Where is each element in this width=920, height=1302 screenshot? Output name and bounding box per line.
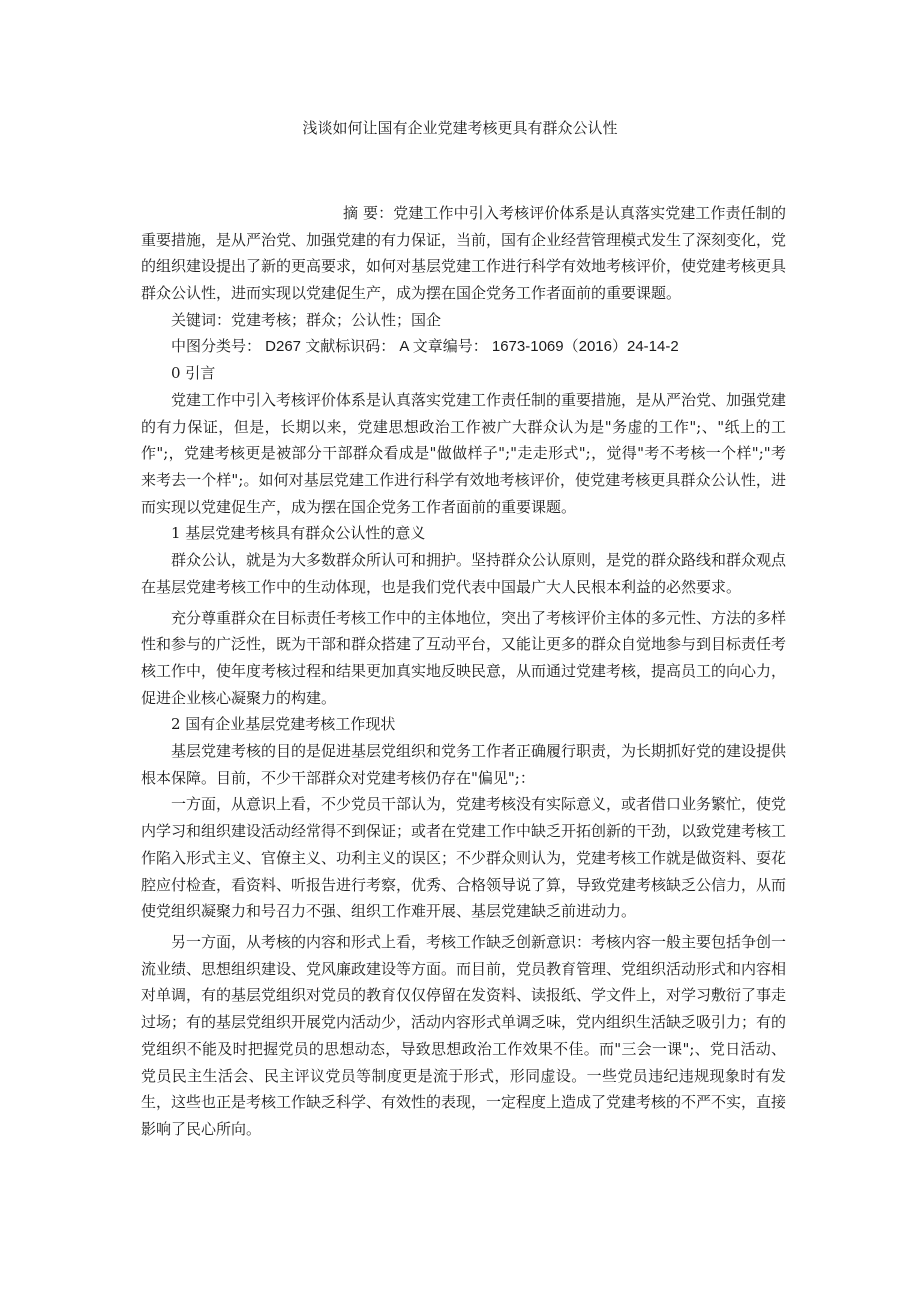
section-0-paragraph-1: 党建工作中引入考核评价体系是认真落实党建工作责任制的重要措施，是从严治党、加强党建的有力保证，但是，长期以来，党建思想政治工作被广大群众认为是"务虚的工作";、"纸上的工作";，党建考核更是被部分干部群众看成是"做做样子";"走走形式";，觉得"考不考核一个样";"考来考去一个样";。如何对基层党建工作进行科学有效地考核评价，使党建考核更具群众公认性，进而实现以党建促生产，成为摆在国企党务工作者面前的重要课题。 (141, 390, 787, 516)
abstract-paragraph: 摘 要：党建工作中引入考核评价体系是认真落实党建工作责任制的重要措施，是从严治党、加强党建的有力保证，当前，国有企业经营管理模式发生了深刻变化，党的组织建设提出了新的更高要求，如何对基层党建工作进行科学有效地考核评价，使党建考核更具群众公认性，进而实现以党建促生产，成为摆在国企党务工作者面前的重要课题。 (141, 204, 787, 303)
document-title: 浅谈如何让国有企业党建考核更具有群众公认性 (302, 119, 618, 137)
classification-line: 中图分类号： D267 文献标识码： A 文章编号： 1673-1069（2016）24-14-2 (171, 337, 679, 355)
section-2-heading: 2 国有企业基层党建考核工作现状 (171, 715, 396, 734)
keywords-line: 关键词：党建考核；群众；公认性；国企 (171, 310, 442, 329)
section-0-heading: 0 引言 (171, 364, 216, 383)
section-1-heading: 1 基层党建考核具有群众公认性的意义 (171, 524, 426, 543)
section-1-paragraph-2: 充分尊重群众在目标责任考核工作中的主体地位，突出了考核评价主体的多元性、方法的多样性和参与的广泛性，既为干部和群众搭建了互动平台，又能让更多的群众自觉地参与到目标责任考核工作中，使年度考核过程和结果更加真实地反映民意，从而通过党建考核，提高员工的向心力，促进企业核心凝聚力的构建。 (141, 608, 787, 707)
section-1-paragraph-1: 群众公认，就是为大多数群众所认可和拥护。坚持群众公认原则，是党的群众路线和群众观点在基层党建考核工作中的生动体现，也是我们党代表中国最广大人民根本利益的必然要求。 (141, 551, 787, 596)
section-2-paragraph-3: 另一方面，从考核的内容和形式上看，考核工作缺乏创新意识：考核内容一般主要包括争创一流业绩、思想组织建设、党风廉政建设等方面。而目前，党员教育管理、党组织活动形式和内容相对单调，有的基层党组织对党员的教育仅仅停留在发资料、读报纸、学文件上，对学习敷衍了事走过场；有的基层党组织开展党内活动少，活动内容形式单调乏味，党内组织生活缺乏吸引力；有的党组织不能及时把握党员的思想动态，导致思想政治工作效果不佳。而"三会一课";、党日活动、党员民主生活会、民主评议党员等制度更是流于形式，形同虚设。一些党员违纪违规现象时有发生，这些也正是考核工作缺乏科学、有效性的表现，一定程度上造成了党建考核的不严不实，直接影响了民心所向。 (141, 932, 787, 1138)
section-2-paragraph-2: 一方面，从意识上看，不少党员干部认为，党建考核没有实际意义，或者借口业务繁忙，使党内学习和组织建设活动经常得不到保证；或者在党建工作中缺乏开拓创新的干劲，以致党建考核工作陷入形式主义、官僚主义、功利主义的误区；不少群众则认为，党建考核工作就是做资料、耍花腔应付检查，看资料、听报告进行考察，优秀、合格领导说了算，导致党建考核缺乏公信力，从而使党组织凝聚力和号召力不强、组织工作难开展、基层党建缺乏前进动力。 (141, 795, 787, 921)
document-body (141, 200, 786, 1143)
section-2-paragraph-1: 基层党建考核的目的是促进基层党组织和党务工作者正确履行职责，为长期抓好党的建设提供根本保障。目前，不少干部群众对党建考核仍存在"偏见";： (141, 742, 787, 787)
